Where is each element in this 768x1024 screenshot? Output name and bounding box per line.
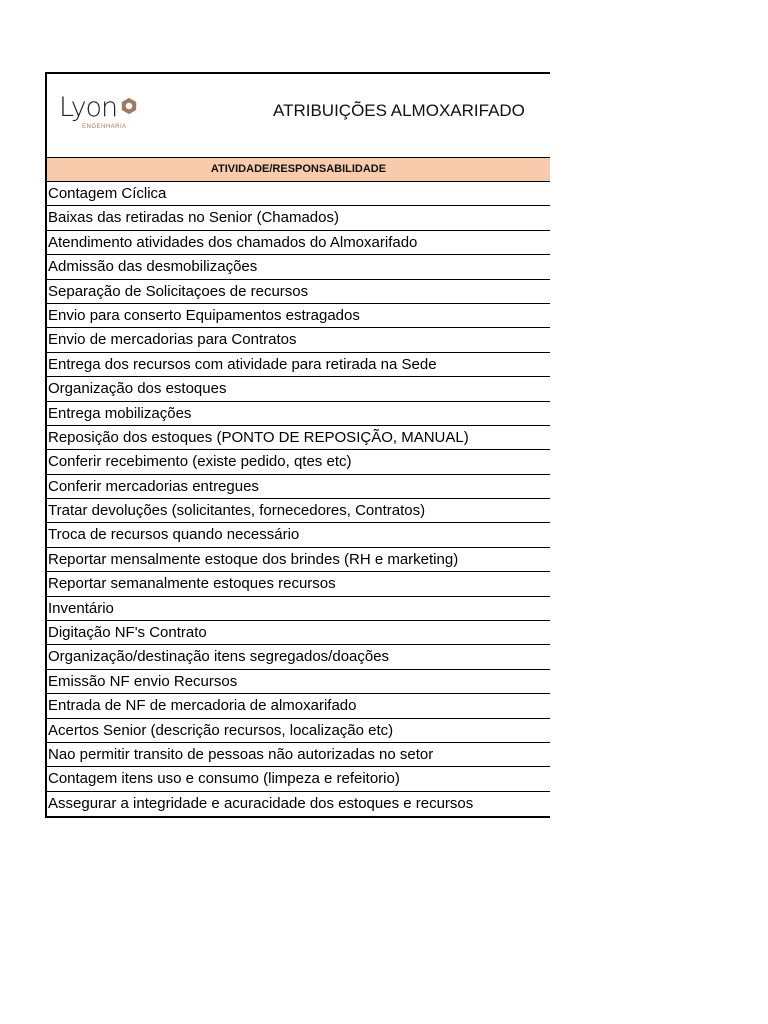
table-row[interactable]: Entrega dos recursos com atividade para retirada na Sede <box>47 353 550 377</box>
logo-wordmark: Lyon <box>59 92 118 123</box>
spreadsheet-table <box>45 72 550 818</box>
company-logo <box>59 92 149 140</box>
logo-subtext: ENGENHARIA <box>82 124 127 130</box>
table-row[interactable]: Envio de mercadorias para Contratos <box>47 328 550 352</box>
table-row[interactable]: Assegurar a integridade e acuracidade dos estoques e recursos <box>48 794 474 812</box>
table-row[interactable]: Nao permitir transito de pessoas não autorizadas no setor <box>47 743 550 767</box>
table-row[interactable]: Inventário <box>47 597 550 621</box>
table-row[interactable]: Troca de recursos quando necessário <box>47 523 550 547</box>
table-row[interactable]: Atendimento atividades dos chamados do Almoxarifado <box>47 231 550 255</box>
table-row[interactable]: Reportar semanalmente estoques recursos <box>47 572 550 596</box>
table-row[interactable]: Contagem itens uso e consumo (limpeza e refeitorio) <box>47 767 550 791</box>
table-row[interactable]: Tratar devoluções (solicitantes, fornecedores, Contratos) <box>47 499 550 523</box>
table-row[interactable]: Separação de Solicitaçoes de recursos <box>47 280 550 304</box>
activity-list <box>47 182 550 816</box>
table-row[interactable]: Digitação NF's Contrato <box>47 621 550 645</box>
table-row[interactable]: Entrega mobilizações <box>47 402 550 426</box>
table-row[interactable]: Reposição dos estoques (PONTO DE REPOSIÇÃO, MANUAL) <box>47 426 550 450</box>
table-row[interactable]: Admissão das desmobilizações <box>47 255 550 279</box>
table-row[interactable]: Baixas das retiradas no Senior (Chamados) <box>47 206 550 230</box>
table-row[interactable]: Envio para conserto Equipamentos estragados <box>47 304 550 328</box>
table-row[interactable]: Conferir recebimento (existe pedido, qtes etc) <box>47 450 550 474</box>
table-row[interactable]: Conferir mercadorias entregues <box>47 475 550 499</box>
table-row[interactable]: Reportar mensalmente estoque dos brindes (RH e marketing) <box>47 548 550 572</box>
table-row[interactable]: Acertos Senior (descrição recursos, localização etc) <box>47 719 550 743</box>
sheet-header <box>47 74 550 158</box>
table-row[interactable]: Contagem Cíclica <box>47 182 550 206</box>
logo-hexagon-icon <box>120 97 138 115</box>
table-row[interactable]: Entrada de NF de mercadoria de almoxarifado <box>47 694 550 718</box>
table-row[interactable]: Emissão NF envio Recursos <box>47 670 550 694</box>
table-row[interactable]: Organização/destinação itens segregados/doações <box>47 645 550 669</box>
table-row[interactable]: Organização dos estoques <box>47 377 550 401</box>
column-header: ATIVIDADE/RESPONSABILIDADE <box>47 158 550 182</box>
page-title: ATRIBUIÇÕES ALMOXARIFADO <box>273 101 525 120</box>
